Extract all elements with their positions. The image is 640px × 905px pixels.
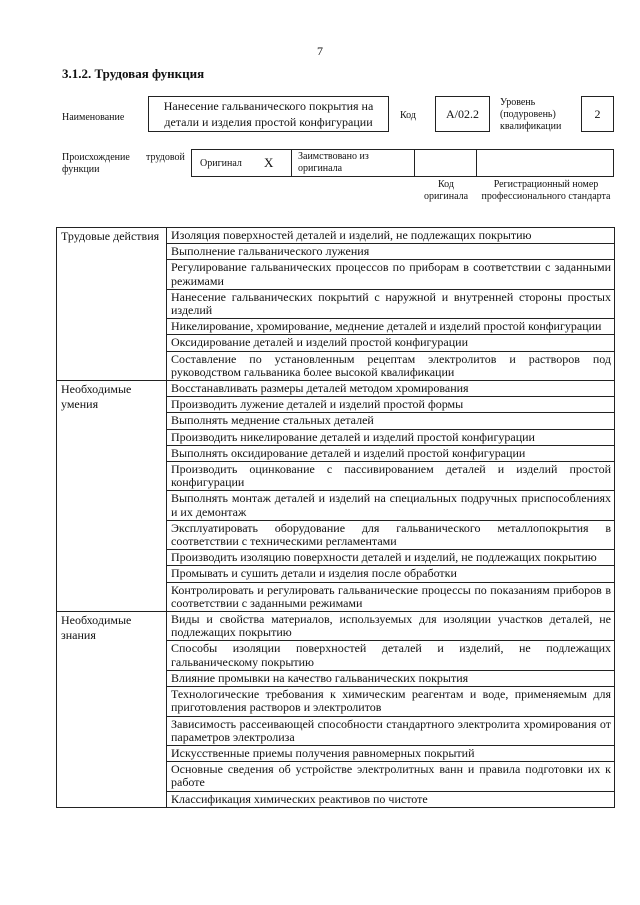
list-item: Составление по установленным рецептам электролитов и растворов под руководством гальваника более высокой квалификации [167, 351, 615, 380]
list-item: Производить оцинкование с пассивированием деталей и изделий простой конфигурации [167, 462, 615, 491]
list-item: Выполнять меднение стальных деталей [167, 413, 615, 429]
level-label-line: (подуровень) [500, 109, 556, 120]
origin-label-word: Происхождение [62, 152, 130, 163]
origin-label-word: трудовой [146, 152, 185, 163]
list-item: Влияние промывки на качество гальванических покрытия [167, 670, 615, 686]
section-heading: Трудовые действия [57, 228, 167, 381]
list-item: Производить лужение деталей и изделий простой формы [167, 397, 615, 413]
section-heading: Необходимые знания [57, 612, 167, 808]
section-heading: Необходимые умения [57, 381, 167, 612]
list-item: Нанесение гальванических покрытий с наружной и внутренней стороны простых изделий [167, 289, 615, 318]
function-details-table [56, 227, 615, 808]
section-title: 3.1.2. Трудовая функция [62, 66, 205, 81]
qualification-level-field: 2 [581, 96, 614, 132]
list-item: Контролировать и регулировать гальванические процессы по показаниям приборов в соответствии с заданными режимами [167, 582, 615, 611]
list-item: Оксидирование деталей и изделий простой конфигурации [167, 335, 615, 351]
origin-label-word: функции [62, 164, 100, 175]
name-label: Наименование [62, 112, 125, 123]
code-label: Код [400, 110, 416, 121]
list-item: Классификация химических реактивов по чистоте [167, 791, 615, 807]
original-cell [191, 149, 292, 177]
borrowed-label: Заимствовано из оригинала [292, 149, 415, 177]
original-code-field [415, 149, 477, 177]
list-item: Производить никелирование деталей и изделий простой конфигурации [167, 429, 615, 445]
list-item: Изоляция поверхностей деталей и изделий, не подлежащих покрытию [167, 228, 615, 244]
list-item: Виды и свойства материалов, используемых для изоляции участков деталей, не подлежащих покрытию [167, 612, 615, 641]
level-label-line: Уровень [500, 97, 536, 108]
list-item: Способы изоляции поверхностей деталей и изделий, не подлежащих гальваническому покрытию [167, 641, 615, 670]
list-item: Никелирование, хромирование, меднение деталей и изделий простой конфигурации [167, 319, 615, 335]
page-number: 7 [317, 44, 323, 58]
registration-number-caption: Регистрационный номер профессионального стандарта [481, 179, 611, 202]
table-row [57, 612, 615, 641]
qualification-level-label [500, 97, 561, 133]
list-item: Регулирование гальванических процессов по приборам в соответствии с заданными режимами [167, 260, 615, 289]
table-row [57, 381, 615, 397]
list-item: Зависимость рассеивающей способности стандартного электролита хромирования от параметров электролиза [167, 716, 615, 745]
level-label-line: квалификации [500, 121, 562, 132]
original-code-caption: Код оригинала [423, 179, 469, 202]
list-item: Выполнять оксидирование деталей и изделий простой конфигурации [167, 445, 615, 461]
registration-number-field [477, 149, 614, 177]
code-field: А/02.2 [435, 96, 490, 132]
origin-label [62, 152, 192, 176]
original-label: Оригинал [200, 158, 242, 169]
list-item: Промывать и сушить детали и изделия после обработки [167, 566, 615, 582]
list-item: Эксплуатировать оборудование для гальванического металлопокрытия в соответствии с техническими регламентами [167, 520, 615, 549]
original-mark: Х [264, 155, 274, 170]
list-item: Технологические требования к химическим реагентам и воде, применяемым для приготовления растворов и электролитов [167, 687, 615, 716]
table-row [57, 228, 615, 244]
list-item: Основные сведения об устройстве электролитных ванн и правила подготовки их к работе [167, 762, 615, 791]
list-item: Выполнять монтаж деталей и изделий на специальных подручных приспособлениях и их демонтаж [167, 491, 615, 520]
list-item: Искусственные приемы получения равномерных покрытий [167, 745, 615, 761]
list-item: Выполнение гальванического лужения [167, 244, 615, 260]
function-name-field: Нанесение гальванического покрытия на детали и изделия простой конфигурации [148, 96, 389, 132]
list-item: Восстанавливать размеры деталей методом хромирования [167, 381, 615, 397]
list-item: Производить изоляцию поверхности деталей и изделий, не подлежащих покрытию [167, 550, 615, 566]
